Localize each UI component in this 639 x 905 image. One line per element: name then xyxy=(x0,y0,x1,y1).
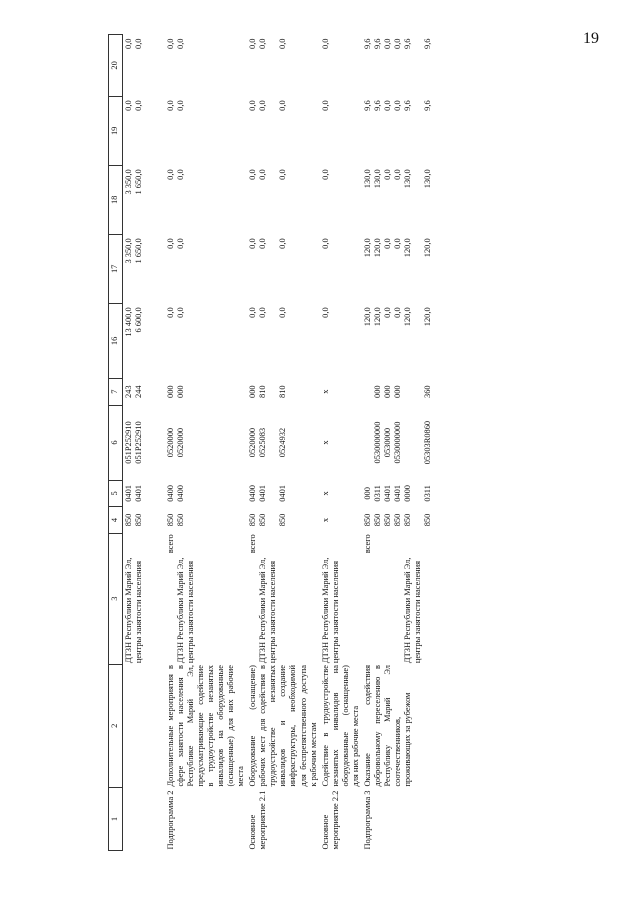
spacer xyxy=(331,379,341,404)
cell-c5-line: 0400 xyxy=(175,485,185,502)
cell-c18-line: 1 650,0 xyxy=(134,169,144,195)
cell-c20-line: 0,0 xyxy=(258,38,268,49)
spacer xyxy=(331,508,341,533)
column-header-18: 18 xyxy=(109,165,123,234)
cell-c19 xyxy=(247,96,320,165)
cell-c17-line: 0,0 xyxy=(320,238,330,249)
cell-c6-line: 05303R0860 xyxy=(423,420,433,465)
cell-c4-line: 850 xyxy=(248,513,258,527)
cell-c16-line: 0,0 xyxy=(258,307,268,318)
cell-c17-line: 0,0 xyxy=(278,238,288,249)
cell-c7-line: х xyxy=(320,389,330,394)
cell-c20-line: 9,6 xyxy=(362,38,372,49)
cell-c20-line: 0,0 xyxy=(393,38,403,49)
cell-c16-line: 120,0 xyxy=(362,307,372,327)
cell-c7-line: 000 xyxy=(248,385,258,398)
cell-c18-line: 130,0 xyxy=(373,169,383,189)
cell-c16 xyxy=(320,303,362,378)
cell-c7-line: 244 xyxy=(134,385,144,398)
cell-c5-line: 000 xyxy=(362,487,372,500)
cell-c20 xyxy=(362,35,435,97)
cell-c17-line: 120,0 xyxy=(403,238,413,258)
cell-c4 xyxy=(247,507,320,534)
cell-c4-line: 850 xyxy=(175,513,185,527)
table-body xyxy=(123,35,435,851)
cell-c7-line: 000 xyxy=(175,385,185,398)
spacer xyxy=(268,379,278,404)
cell-c19-line: 0,0 xyxy=(278,100,288,111)
cell-c18-line: 0,0 xyxy=(393,169,403,180)
spacer xyxy=(413,169,423,233)
spacer xyxy=(268,406,278,479)
cell-c17 xyxy=(247,234,320,303)
cell-c16-line: 0,0 xyxy=(320,307,330,318)
cell-c6-line: 051P252910 xyxy=(124,421,133,464)
cell-c4-line: 850 xyxy=(258,513,268,527)
cell-c4-line: 850 xyxy=(124,513,133,527)
cell-c17-line: 120,0 xyxy=(423,238,433,258)
cell-c19-line: 0,0 xyxy=(134,100,144,111)
cell-c6-line: 0530000000 xyxy=(373,421,383,464)
cell-c5-line: 0401 xyxy=(393,485,403,502)
spacer xyxy=(413,307,423,377)
cell-c16 xyxy=(165,303,248,378)
column-header-20: 20 xyxy=(109,35,123,97)
cell-executor xyxy=(247,533,320,664)
program-budget-table xyxy=(108,34,435,851)
cell-c6 xyxy=(123,405,165,480)
cell-executor-line xyxy=(383,534,393,663)
spacer xyxy=(186,307,196,377)
cell-c17-line: 0,0 xyxy=(383,238,393,249)
cell-c17-line: 3 350,0 xyxy=(124,238,133,264)
spacer xyxy=(413,481,423,506)
cell-description: Содействие в трудоустройстве незанятых инвалидов на оборудованные (оснащенные) для них рабочие места xyxy=(320,665,360,787)
cell-c17-line: 0,0 xyxy=(258,238,268,249)
cell-c4-line: 850 xyxy=(278,513,288,527)
column-header-3: 3 xyxy=(109,533,123,664)
cell-section: Основное мероприятие 2.2 xyxy=(320,790,340,850)
table-row xyxy=(362,35,435,851)
cell-c6-line: 0525083 xyxy=(258,427,268,458)
rotated-table-container xyxy=(108,34,581,851)
page-number: 19 xyxy=(583,30,599,47)
cell-c16-line: 0,0 xyxy=(165,307,175,318)
cell-c18-line: 0,0 xyxy=(278,169,288,180)
spacer xyxy=(331,39,341,96)
cell-c4-line: 850 xyxy=(362,513,372,527)
spacer xyxy=(186,379,196,404)
cell-c5-line: 0311 xyxy=(373,485,383,502)
cell-c7-line: 000 xyxy=(383,385,393,398)
spacer xyxy=(413,379,423,404)
cell-c20 xyxy=(123,35,165,97)
spacer xyxy=(186,100,196,164)
cell-c4 xyxy=(123,507,165,534)
cell-executor xyxy=(320,533,362,664)
spacer xyxy=(186,481,196,506)
spacer xyxy=(268,508,278,533)
spacer xyxy=(268,169,278,233)
cell-c16-line: 6 600,0 xyxy=(134,307,144,333)
cell-c17-line: 0,0 xyxy=(248,238,258,249)
spacer xyxy=(331,406,341,479)
cell-c6-line: 0520000 xyxy=(248,427,258,458)
cell-c20-line: 9,6 xyxy=(403,38,413,49)
column-header-2: 2 xyxy=(109,664,123,787)
spacer xyxy=(331,169,341,233)
spacer xyxy=(413,39,423,96)
cell-c6-line: х xyxy=(320,440,330,445)
column-header-16: 16 xyxy=(109,303,123,378)
cell-c16-line: 13 400,0 xyxy=(124,307,133,337)
cell-c20-line: 0,0 xyxy=(134,38,144,49)
cell-c20-line: 0,0 xyxy=(278,38,288,49)
cell-c6-line xyxy=(403,406,413,479)
cell-c4-line: 850 xyxy=(383,513,393,527)
cell-c19-line: 9,6 xyxy=(373,100,383,111)
cell-executor: ДТЗН Республики Марий Эл, центры занятости населения xyxy=(124,557,144,664)
cell-c6 xyxy=(247,405,320,480)
cell-c18 xyxy=(123,165,165,234)
cell-c19 xyxy=(123,96,165,165)
cell-c7-line: 810 xyxy=(278,385,288,398)
cell-executor-line: ДТЗН Республики Марий Эл, центры занятости населения xyxy=(403,557,423,664)
cell-c17 xyxy=(123,234,165,303)
spacer xyxy=(268,307,278,377)
cell-c18 xyxy=(165,165,248,234)
cell-c4 xyxy=(165,507,248,534)
cell-executor-line: ДТЗН Республики Марий Эл, центры занятости населения xyxy=(320,557,340,664)
cell-c17 xyxy=(362,234,435,303)
cell-description xyxy=(123,664,165,787)
cell-c20-line: 0,0 xyxy=(124,38,133,49)
cell-c5-line: 0401 xyxy=(134,485,144,502)
cell-c5 xyxy=(165,480,248,507)
cell-executor xyxy=(362,533,435,664)
spacer xyxy=(413,406,423,479)
cell-c20-line: 0,0 xyxy=(175,38,185,49)
cell-c7 xyxy=(247,378,320,405)
spacer xyxy=(186,508,196,533)
cell-c20-line: 9,6 xyxy=(423,38,433,49)
cell-c17-line: 1 650,0 xyxy=(134,238,144,264)
cell-executor-line xyxy=(393,534,403,663)
table-row xyxy=(123,35,165,851)
cell-c16-line: 0,0 xyxy=(248,307,258,318)
cell-c16-line: 0,0 xyxy=(278,307,288,318)
cell-c6 xyxy=(362,405,435,480)
cell-c6-line: 0530000000 xyxy=(393,421,403,464)
cell-c20-line: 0,0 xyxy=(320,38,330,49)
cell-c4-line: 850 xyxy=(373,513,383,527)
cell-section: Подпрограмма 3 xyxy=(362,790,372,850)
cell-c5-line: 0400 xyxy=(248,485,258,502)
column-header-4: 4 xyxy=(109,507,123,534)
cell-c16-line: 0,0 xyxy=(383,307,393,318)
spacer xyxy=(268,238,278,302)
cell-c19 xyxy=(320,96,362,165)
cell-c4-line: х xyxy=(320,517,330,523)
cell-c17 xyxy=(165,234,248,303)
table-row xyxy=(247,35,320,851)
column-header-17: 17 xyxy=(109,234,123,303)
cell-c19 xyxy=(362,96,435,165)
cell-c4-line: 850 xyxy=(423,513,433,527)
table-viewport xyxy=(108,34,581,851)
cell-c19-line: 0,0 xyxy=(124,100,133,111)
cell-c19-line: 0,0 xyxy=(393,100,403,111)
cell-executor xyxy=(165,533,248,664)
cell-c17-line: 120,0 xyxy=(373,238,383,258)
cell-c16 xyxy=(123,303,165,378)
spacer xyxy=(186,406,196,479)
cell-c7-line xyxy=(363,379,373,404)
cell-c5 xyxy=(320,480,362,507)
cell-c19-line: 0,0 xyxy=(320,100,330,111)
cell-executor-line: ДТЗН Республики Марий Эл, центры занятости населения xyxy=(258,557,278,664)
cell-c19-line: 0,0 xyxy=(383,100,393,111)
cell-c18 xyxy=(247,165,320,234)
cell-c16 xyxy=(362,303,435,378)
cell-c18-line: 0,0 xyxy=(165,169,175,180)
cell-c18 xyxy=(320,165,362,234)
spacer xyxy=(331,481,341,506)
cell-c7 xyxy=(123,378,165,405)
cell-c4-line: 850 xyxy=(393,513,403,527)
cell-c19-line: 0,0 xyxy=(165,100,175,111)
cell-c6-line xyxy=(363,406,373,479)
cell-c4 xyxy=(362,507,435,534)
cell-c17-line: 0,0 xyxy=(165,238,175,249)
cell-c6 xyxy=(165,405,248,480)
cell-c6-line: 0520000 xyxy=(175,427,185,458)
cell-executor-line: всего xyxy=(362,534,372,554)
spacer xyxy=(413,508,423,533)
cell-c7 xyxy=(362,378,435,405)
cell-executor-line: всего xyxy=(165,534,175,554)
spacer xyxy=(186,169,196,233)
cell-executor-line: всего xyxy=(248,534,258,554)
cell-c5-line: 0401 xyxy=(258,485,268,502)
cell-c6-line: 0524932 xyxy=(278,427,288,458)
cell-c5-line: 0311 xyxy=(423,485,433,502)
cell-c5-line: х xyxy=(320,491,330,496)
cell-executor-line xyxy=(278,534,288,663)
cell-c16-line: 0,0 xyxy=(175,307,185,318)
spacer xyxy=(413,238,423,302)
cell-c4-line: 850 xyxy=(403,513,413,527)
cell-c6 xyxy=(320,405,362,480)
cell-c19-line: 0,0 xyxy=(258,100,268,111)
cell-c5 xyxy=(362,480,435,507)
cell-c17 xyxy=(320,234,362,303)
cell-section: Основное мероприятие 2.1 xyxy=(248,790,268,850)
cell-c6-line: 0530000 xyxy=(383,427,393,458)
cell-c19-line: 0,0 xyxy=(175,100,185,111)
table-row xyxy=(320,35,362,851)
cell-c18-line: 0,0 xyxy=(383,169,393,180)
cell-c18-line: 3 350,0 xyxy=(124,169,133,195)
cell-c20-line: 0,0 xyxy=(248,38,258,49)
cell-c6-line: 0520000 xyxy=(165,427,175,458)
cell-c17-line: 0,0 xyxy=(393,238,403,249)
cell-c7 xyxy=(320,378,362,405)
cell-c17-line: 120,0 xyxy=(362,238,372,258)
cell-c5-line: 0401 xyxy=(383,485,393,502)
cell-c7-line xyxy=(403,379,413,404)
cell-executor-line xyxy=(373,534,383,663)
cell-c19-line: 9,6 xyxy=(423,100,433,111)
cell-c19-line: 9,6 xyxy=(362,100,372,111)
cell-section xyxy=(123,788,165,851)
cell-c18-line: 130,0 xyxy=(362,169,372,189)
spacer xyxy=(331,307,341,377)
cell-c18-line: 0,0 xyxy=(248,169,258,180)
spacer xyxy=(331,238,341,302)
cell-c5-line: 0401 xyxy=(124,485,133,502)
column-header-6: 6 xyxy=(109,405,123,480)
cell-c17-line: 0,0 xyxy=(175,238,185,249)
cell-c7-line: 000 xyxy=(393,385,403,398)
cell-c19-line: 0,0 xyxy=(248,100,258,111)
cell-c4 xyxy=(320,507,362,534)
cell-c4-line: 850 xyxy=(165,513,175,527)
table-row xyxy=(165,35,248,851)
cell-c6-line: 051P252910 xyxy=(134,421,144,464)
cell-c18-line: 0,0 xyxy=(320,169,330,180)
cell-c20 xyxy=(320,35,362,97)
cell-executor-line: ДТЗН Республики Марий Эл, центры занятости населения xyxy=(175,557,195,664)
cell-c20-line: 9,6 xyxy=(373,38,383,49)
cell-c16-line: 120,0 xyxy=(373,307,383,327)
cell-executor-line xyxy=(423,534,433,663)
spacer xyxy=(186,238,196,302)
cell-c7-line: 000 xyxy=(165,385,175,398)
column-header-19: 19 xyxy=(109,96,123,165)
spacer xyxy=(268,39,278,96)
cell-c7-line: 000 xyxy=(373,385,383,398)
cell-c19-line: 9,6 xyxy=(403,100,413,111)
cell-c7-line: 360 xyxy=(423,385,433,398)
cell-c16-line: 0,0 xyxy=(393,307,403,318)
cell-c5-line: 0401 xyxy=(278,485,288,502)
cell-c16-line: 120,0 xyxy=(423,307,433,327)
cell-c7-line: 243 xyxy=(124,385,133,398)
cell-c20-line: 0,0 xyxy=(165,38,175,49)
cell-c5 xyxy=(247,480,320,507)
cell-c20-line: 0,0 xyxy=(383,38,393,49)
header-row xyxy=(109,35,123,851)
cell-c5-line: 0000 xyxy=(403,485,413,502)
cell-c4-line: 850 xyxy=(134,513,144,527)
cell-c18-line: 0,0 xyxy=(258,169,268,180)
spacer xyxy=(268,481,278,506)
cell-c5-line: 0400 xyxy=(165,485,175,502)
cell-c16 xyxy=(247,303,320,378)
cell-c16-line: 120,0 xyxy=(403,307,413,327)
spacer xyxy=(413,100,423,164)
cell-description: Дополнительные мероприятия в сфере занятости населения в Республике Марий Эл, предусматривающие содействие в трудоустройстве незанятых инвалидов на оборудованные (оснащенные) для них рабочие места xyxy=(165,665,246,787)
spacer xyxy=(268,100,278,164)
cell-c7-line: 810 xyxy=(258,385,268,398)
cell-c19 xyxy=(165,96,248,165)
cell-c18-line: 130,0 xyxy=(403,169,413,189)
column-header-7: 7 xyxy=(109,378,123,405)
cell-c18 xyxy=(362,165,435,234)
cell-c18-line: 130,0 xyxy=(423,169,433,189)
cell-description: Оказание содействия добровольному переселению в Республику Марий Эл соотечественников, проживающих за рубежом xyxy=(362,665,413,787)
cell-c5 xyxy=(123,480,165,507)
spacer xyxy=(186,39,196,96)
cell-c20 xyxy=(165,35,248,97)
cell-c7 xyxy=(165,378,248,405)
cell-description: Оборудование (оснащение) рабочих мест для содействия в трудоустройстве незанятых инвалидов и создание инфраструктуры, необходимой для беспрепятственного доступа к рабочим местам xyxy=(248,665,318,787)
cell-section: Подпрограмма 2 xyxy=(165,790,175,850)
cell-c20 xyxy=(247,35,320,97)
spacer xyxy=(331,100,341,164)
cell-c18-line: 0,0 xyxy=(175,169,185,180)
column-header-5: 5 xyxy=(109,480,123,507)
column-header-1: 1 xyxy=(109,788,123,851)
